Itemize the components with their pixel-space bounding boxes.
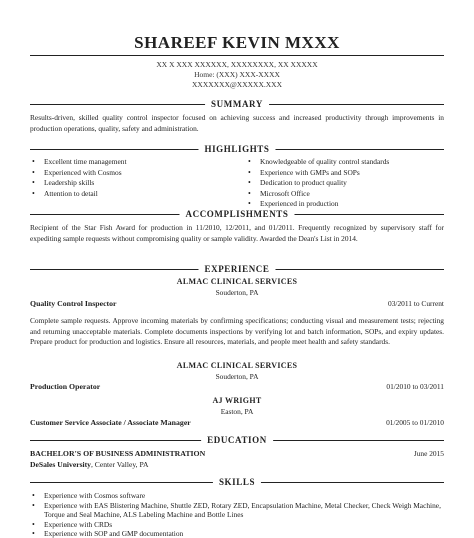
job-dates: 01/2010 to 03/2011 <box>386 382 444 391</box>
list-item: • Knowledgeable of quality control standards <box>246 157 446 168</box>
list-item: • Attention to detail <box>30 189 230 200</box>
contact-address: XX X XXX XXXXXX, XXXXXXXX, XX XXXXX <box>156 60 318 69</box>
list-item: • Experience with EAS Blistering Machine, Shuttle ZED, Rotary ZED, Encapsulation Machine, Metal Checker, Check Weigh Machine, Torque and Seal Machine, ALS Labeling Machine and Bottle Lines <box>30 501 444 520</box>
degree-name: BACHELOR'S OF BUSINESS ADMINISTRATION <box>30 449 206 458</box>
summary-text: Results-driven, skilled quality control inspector focused on achieving success and increased productivity through improvements in production operations, quality, safety and administration. <box>30 113 444 133</box>
list-item: • Experience with Cosmos software <box>30 491 444 501</box>
school-line <box>30 460 148 469</box>
experience-heading: EXPERIENCE <box>30 263 444 275</box>
header-rule <box>30 55 444 56</box>
list-item: • Microsoft Office <box>246 189 446 200</box>
list-item: • Experienced with Cosmos <box>30 168 230 179</box>
skills-heading: SKILLS <box>30 476 444 488</box>
list-item: • Experience with GMPs and SOPs <box>246 168 446 179</box>
candidate-name: SHAREEF KEVIN MXXX <box>134 33 340 52</box>
employer-location: Souderton, PA <box>215 372 259 381</box>
accomplishments-text: Recipient of the Star Fish Award for production in 11/2010, 12/2011, and 01/2011. Frequently recognized by supervisory staff for expediting sample requests without compromising quality or sample validity. Awarded the Dean's List in 2014. <box>30 223 444 243</box>
highlights-heading: HIGHLIGHTS <box>30 143 444 155</box>
school-location: , Center Valley, PA <box>90 460 149 469</box>
skills-list <box>30 491 444 538</box>
list-item: • Leadership skills <box>30 178 230 189</box>
job-dates: 01/2005 to 01/2010 <box>386 418 444 427</box>
job-title: Production Operator <box>30 382 101 391</box>
employer-name: ALMAC CLINICAL SERVICES <box>176 277 298 286</box>
job-dates: 03/2011 to Current <box>388 299 444 308</box>
employer-location: Souderton, PA <box>215 288 259 297</box>
job-description: Complete sample requests. Approve incoming materials by confirming specifications; conducting visual and measurement tests; rejecting and returning unacceptable materials. Complete documents inspections by verifying lot and batch information, SOPs, and expiry updates. Prepare product for production and logistics. Ensure all resources, materials, and people meet health and safety standards. <box>30 316 444 346</box>
contact-home-phone: Home: (XXX) XXX-XXXX <box>194 70 280 79</box>
list-item: • Dedication to product quality <box>246 178 446 189</box>
education-heading: EDUCATION <box>30 434 444 446</box>
highlights-left-list <box>30 157 230 199</box>
degree-date: June 2015 <box>413 449 444 458</box>
summary-heading: SUMMARY <box>30 98 444 110</box>
list-item: • Excellent time management <box>30 157 230 168</box>
employer-name: ALMAC CLINICAL SERVICES <box>176 361 298 370</box>
highlights-right-list <box>246 157 446 210</box>
accomplishments-heading: ACCOMPLISHMENTS <box>30 208 444 220</box>
list-item: • Experience with SOP and GMP documentation <box>30 529 444 538</box>
school-name: DeSales University <box>30 460 91 469</box>
employer-name: AJ WRIGHT <box>212 396 262 405</box>
job-title: Quality Control Inspector <box>30 299 117 308</box>
job-title: Customer Service Associate / Associate Manager <box>30 418 191 427</box>
list-item: • Experience with CRDs <box>30 520 444 530</box>
list-item: • Experienced in production <box>246 199 446 210</box>
contact-email: XXXXXXX@XXXXX.XXX <box>191 80 283 89</box>
employer-location: Easton, PA <box>220 407 254 416</box>
